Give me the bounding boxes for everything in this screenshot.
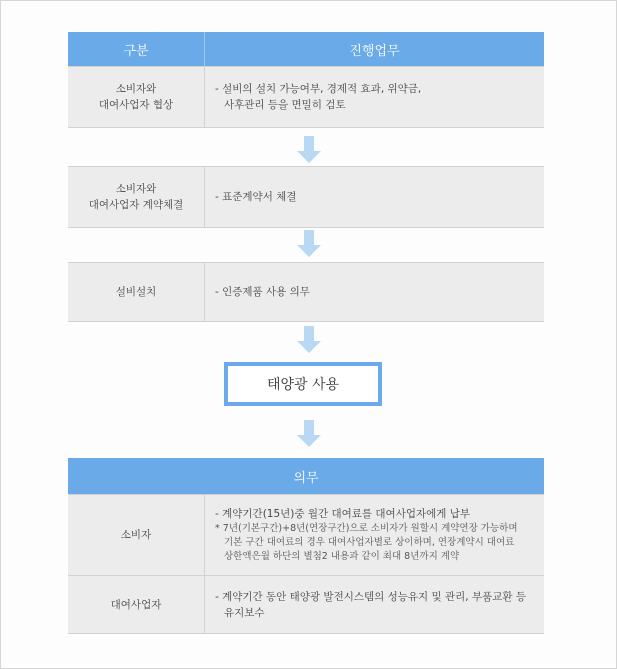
note-line: 상한액은월 하단의 별첨2 내용과 같이 최대 8년까지 계약 — [224, 551, 460, 562]
duty-description — [205, 576, 544, 633]
step-negotiation — [68, 66, 544, 128]
desc-line: - 계약기간 동안 태양광 발전시스템의 성능유지 및 관리, 부품교환 등 — [215, 590, 527, 603]
step-description — [205, 67, 544, 127]
duty-consumer — [68, 494, 544, 576]
duty-rental-business — [68, 576, 544, 634]
duty-label: 소비자 — [68, 495, 205, 575]
step-install — [68, 262, 544, 322]
desc-line: - 계약기간(15년)중 월간 대여료를 대여사업자에게 납부 — [215, 508, 471, 520]
desc-line: - 인증제품 사용 의무 — [215, 286, 310, 298]
note-line: * 7년(기본구간)+8년(연장구간)으로 소비자가 원할시 계약연장 가능하며 — [215, 523, 518, 534]
header-category: 구분 — [68, 32, 205, 66]
down-arrow-icon — [297, 230, 321, 260]
step-label: 소비자와 대여사업자 계약체결 — [68, 167, 205, 227]
solar-use-box: 태양광 사용 — [224, 362, 382, 406]
desc-line: 사후관리 등을 면밀히 검토 — [224, 99, 346, 111]
down-arrow-icon — [297, 420, 321, 450]
step-label: 소비자와 대여사업자 협상 — [68, 67, 205, 127]
step-contract — [68, 166, 544, 228]
down-arrow-icon — [297, 136, 321, 166]
table-header — [68, 32, 544, 66]
step-description — [205, 167, 544, 227]
note-line: 기본 구간 대여료의 경우 대여사업자별로 상이하며, 연장계약시 대여료 — [224, 537, 515, 548]
desc-line: 유지보수 — [224, 606, 265, 619]
desc-line: - 표준계약서 체결 — [215, 191, 297, 203]
duty-description — [205, 495, 544, 575]
down-arrow-icon — [297, 326, 321, 356]
header-task: 진행업무 — [349, 43, 400, 59]
duty-label: 대여사업자 — [68, 576, 205, 633]
step-label: 설비설치 — [68, 263, 205, 321]
step-description — [205, 263, 544, 321]
duty-header: 의무 — [68, 458, 544, 494]
desc-line: - 설비의 설치 가능여부, 경제적 효과, 위약금, — [215, 83, 422, 95]
